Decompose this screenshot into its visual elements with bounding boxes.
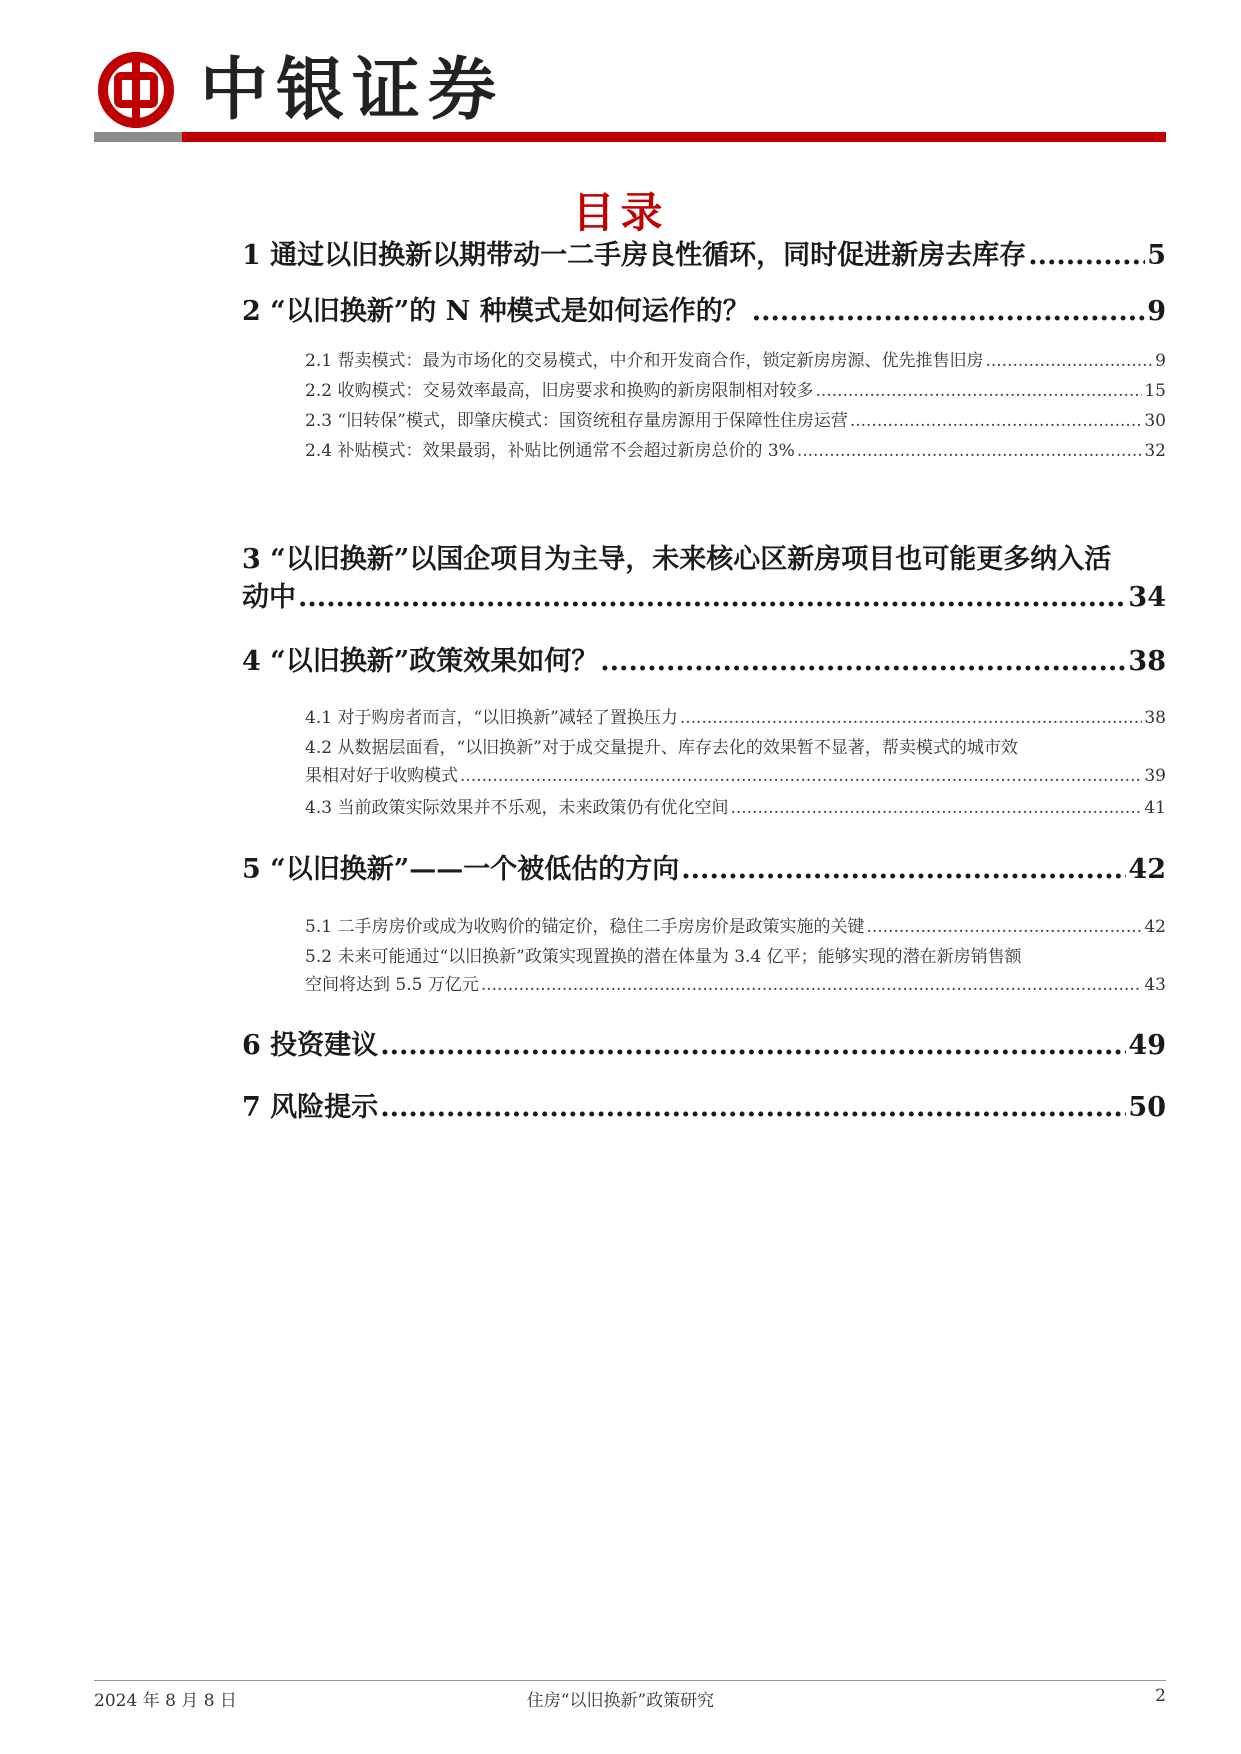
- toc-entry-label: 2 “以旧换新”的 N 种模式是如何运作的？: [242, 296, 750, 327]
- toc-entry-label: 2.1 帮卖模式：最为市场化的交易模式，中介和开发商合作，锁定新房房源、优先推售旧房: [305, 351, 984, 371]
- toc-entry-page: 5: [1147, 240, 1166, 271]
- toc-entry-2-1[interactable]: [305, 347, 1166, 375]
- toc-entry-page: 9: [1147, 296, 1166, 327]
- toc-leader-dots: [680, 704, 1143, 732]
- toc-entry-label-line1: 3 “以旧换新”以国企项目为主导，未来核心区新房项目也可能更多纳入活: [242, 544, 1112, 575]
- toc-entry-label: 4.1 对于购房者而言，“以旧换新”减轻了置换压力: [305, 708, 678, 728]
- toc-entry-page: 42: [1144, 917, 1166, 937]
- toc-leader-dots: [298, 580, 1126, 616]
- toc-leader-dots: [600, 644, 1126, 680]
- toc-entry-label: 4.3 当前政策实际效果并不乐观，未来政策仍有优化空间: [305, 798, 729, 818]
- toc-entry-label: 2.4 补贴模式：效果最弱，补贴比例通常不会超过新房总价的 3%: [305, 441, 795, 461]
- toc-entry-4-1[interactable]: [305, 704, 1166, 732]
- toc-entry-label: 4 “以旧换新”政策效果如何？: [242, 646, 599, 677]
- footer-divider: [94, 1680, 1166, 1681]
- toc-leader-dots: [797, 437, 1143, 465]
- toc-entry-4-3[interactable]: [305, 794, 1166, 822]
- bank-of-china-logo-icon: [94, 48, 178, 132]
- toc-entry-page: 30: [1144, 411, 1166, 431]
- toc-entry-page: 38: [1128, 646, 1166, 677]
- toc-entry-page: 49: [1128, 1030, 1166, 1061]
- toc-entry-page: 39: [1144, 766, 1166, 786]
- toc-entry-label: 5 “以旧换新”——一个被低估的方向: [242, 854, 680, 885]
- toc-leader-dots: [380, 1028, 1126, 1064]
- footer-doc-title: 住房“以旧换新”政策研究: [526, 1691, 715, 1711]
- toc-leader-dots: [866, 913, 1142, 941]
- toc-leader-dots: [481, 971, 1143, 999]
- toc-entry-5[interactable]: [242, 852, 1166, 888]
- toc-entry-page: 41: [1144, 798, 1166, 818]
- toc-entry-label: 5.1 二手房房价或成为收购价的锚定价，稳住二手房房价是政策实施的关键: [305, 917, 865, 937]
- toc-leader-dots: [985, 347, 1153, 375]
- toc-title: 目录: [572, 188, 669, 237]
- toc-entry-page: 9: [1155, 351, 1166, 371]
- toc-entry-page: 43: [1144, 975, 1166, 995]
- footer-page-number: 2: [1155, 1686, 1166, 1706]
- toc-entry-1[interactable]: [242, 238, 1166, 274]
- toc-leader-dots: [681, 852, 1126, 888]
- toc-entry-label-line2: 果相对好于收购模式: [305, 766, 458, 786]
- toc-leader-dots: [460, 762, 1142, 790]
- toc-entry-5-1[interactable]: [305, 913, 1166, 941]
- toc-entry-4[interactable]: [242, 644, 1166, 680]
- toc-entry-page: 34: [1128, 582, 1166, 613]
- toc-entry-page: 42: [1128, 854, 1166, 885]
- toc-leader-dots: [752, 294, 1145, 330]
- toc-entry-label-line1: 5.2 未来可能通过“以旧换新”政策实现置换的潜在体量为 3.4 亿平；能够实现的潜在新房销售额: [305, 947, 1022, 967]
- toc-entry-2[interactable]: [242, 294, 1166, 330]
- toc-entry-page: 32: [1144, 441, 1166, 461]
- toc-entry-label-line2: 空间将达到 5.5 万亿元: [305, 975, 479, 995]
- toc-entry-2-4[interactable]: [305, 437, 1166, 465]
- toc-entry-label: 7 风险提示: [242, 1092, 379, 1123]
- toc-entry-page: 15: [1144, 381, 1166, 401]
- toc-entry-label: 2.2 收购模式：交易效率最高，旧房要求和换购的新房限制相对较多: [305, 381, 814, 401]
- toc-entry-label: 6 投资建议: [242, 1030, 379, 1061]
- toc-entry-page: 38: [1144, 708, 1166, 728]
- toc-leader-dots: [815, 377, 1142, 405]
- toc-entry-7[interactable]: [242, 1090, 1166, 1126]
- toc-entry-2-3[interactable]: [305, 407, 1166, 435]
- toc-leader-dots: [1028, 238, 1145, 274]
- toc-entry-3[interactable]: [242, 542, 1166, 616]
- header-bar-red: [182, 132, 1166, 142]
- toc-entry-2-2[interactable]: [305, 377, 1166, 405]
- toc-entry-label-line1: 4.2 从数据层面看，“以旧换新”对于成交量提升、库存去化的效果暂不显著，帮卖模式的城市效: [305, 738, 1018, 758]
- toc-leader-dots: [850, 407, 1143, 435]
- toc-leader-dots: [380, 1090, 1126, 1126]
- toc-entry-label: 1 通过以旧换新以期带动一二手房良性循环，同时促进新房去库存: [242, 240, 1027, 271]
- toc-entry-5-2[interactable]: [305, 943, 1166, 999]
- toc-entry-4-2[interactable]: [305, 734, 1166, 790]
- page-header: [94, 48, 1166, 138]
- header-bar-gray: [94, 132, 182, 142]
- toc-entry-6[interactable]: [242, 1028, 1166, 1064]
- toc-entry-label-line2: 动中: [242, 582, 296, 613]
- toc-entry-label: 2.3 “旧转保”模式，即肇庆模式：国资统租存量房源用于保障性住房运营: [305, 411, 848, 431]
- footer-date: 2024 年 8 月 8 日: [94, 1691, 237, 1711]
- brand-name: 中银证券: [200, 51, 505, 130]
- toc-leader-dots: [730, 794, 1142, 822]
- toc-entry-page: 50: [1128, 1092, 1166, 1123]
